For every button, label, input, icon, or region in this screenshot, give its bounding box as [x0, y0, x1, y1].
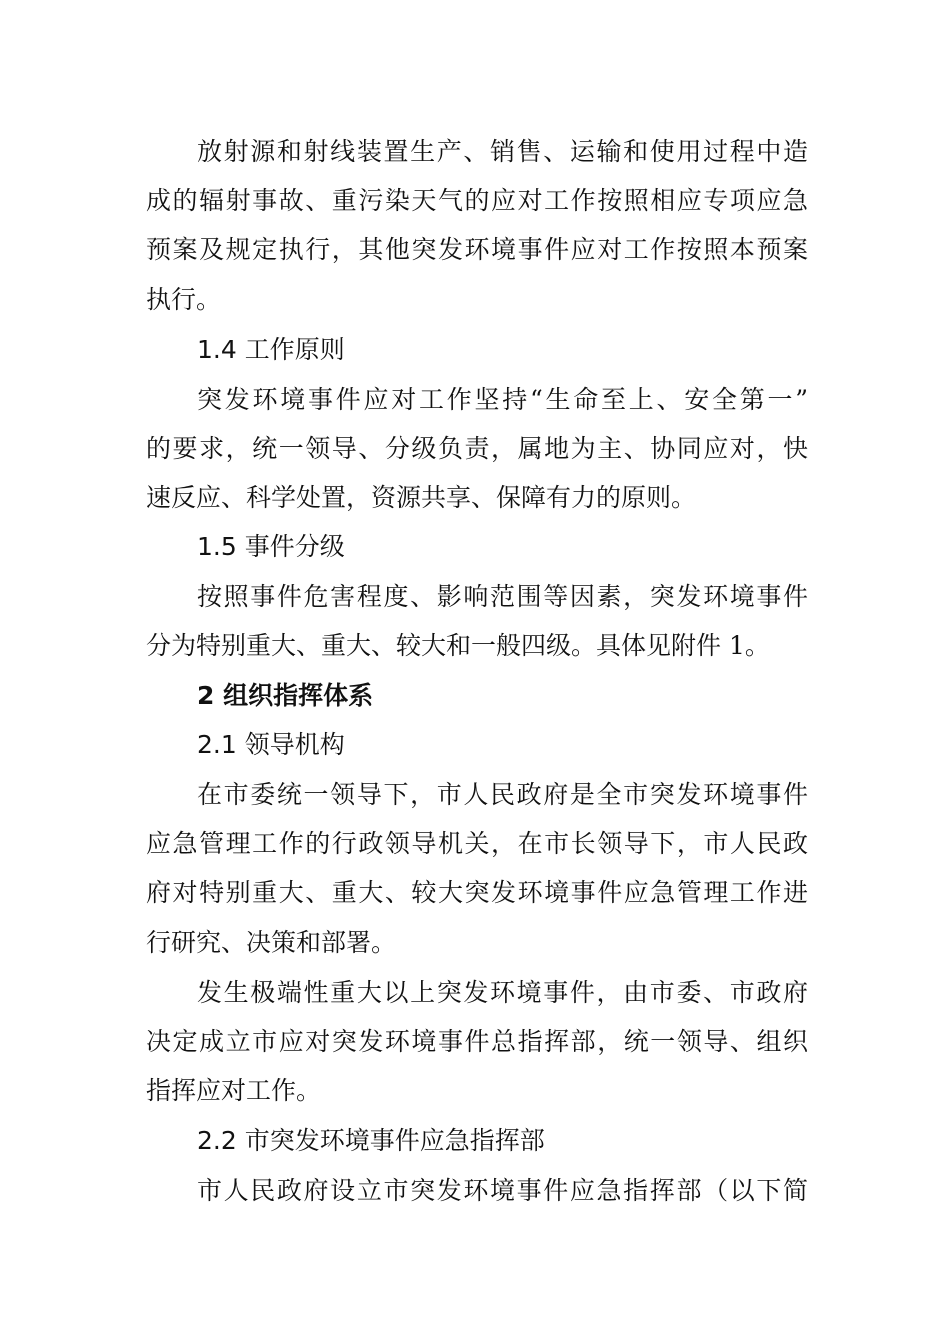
paragraph-line: 分为特别重大、重大、较大和一般四级。具体见附件 1。 [146, 631, 770, 660]
paragraph-line: 指挥应对工作。 [146, 1076, 322, 1105]
paragraph-line: 府对特别重大、重大、较大突发环境事件应急管理工作进 [146, 878, 808, 907]
paragraph-line: 突发环境事件应对工作坚持“生命至上、安全第一” [197, 385, 808, 414]
paragraph-line: 成的辐射事故、重污染天气的应对工作按照相应专项应急 [146, 186, 808, 215]
paragraph-line: 在市委统一领导下，市人民政府是全市突发环境事件 [197, 780, 808, 809]
section-heading-2-2: 2.2 市突发环境事件应急指挥部 [197, 1126, 545, 1155]
paragraph-line: 行研究、决策和部署。 [146, 928, 397, 957]
paragraph-line: 预案及规定执行，其他突发环境事件应对工作按照本预案 [146, 235, 808, 264]
paragraph-line: 按照事件危害程度、影响范围等因素，突发环境事件 [197, 582, 808, 611]
paragraph-line: 发生极端性重大以上突发环境事件，由市委、市政府 [197, 978, 808, 1007]
paragraph-line: 执行。 [146, 285, 222, 314]
paragraph-line: 决定成立市应对突发环境事件总指挥部，统一领导、组织 [146, 1027, 808, 1056]
paragraph-line: 速反应、科学处置，资源共享、保障有力的原则。 [146, 483, 697, 512]
chapter-heading-2: 2 组织指挥体系 [197, 681, 374, 710]
paragraph-line: 放射源和射线装置生产、销售、运输和使用过程中造 [197, 137, 808, 166]
paragraph-line: 应急管理工作的行政领导机关，在市长领导下，市人民政 [146, 829, 808, 858]
section-heading-1-4: 1.4 工作原则 [197, 335, 345, 364]
paragraph-line: 市人民政府设立市突发环境事件应急指挥部（以下简 [197, 1176, 808, 1205]
section-heading-1-5: 1.5 事件分级 [197, 532, 345, 561]
section-heading-2-1: 2.1 领导机构 [197, 730, 345, 759]
paragraph-line: 的要求，统一领导、分级负责，属地为主、协同应对，快 [146, 434, 808, 463]
